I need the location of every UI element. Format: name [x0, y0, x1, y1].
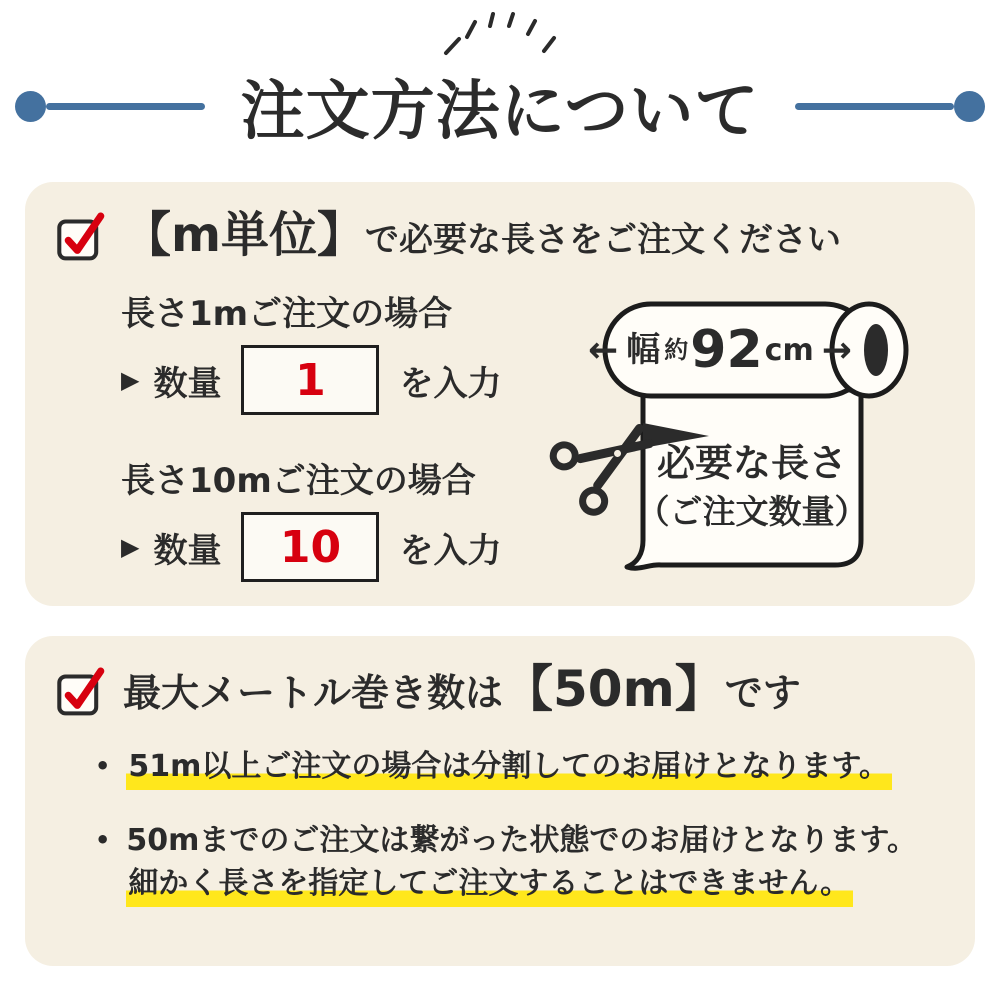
- quantity-value-box: [241, 512, 379, 582]
- quantity-value-box: [241, 345, 379, 415]
- checkbox-icon: [53, 208, 107, 262]
- roll-core-icon: [864, 324, 888, 376]
- triangle-arrow-icon: ▶: [121, 533, 140, 561]
- title-dot-left: [15, 91, 46, 122]
- max-roll-heading: [53, 662, 947, 717]
- quantity-label: 数量: [153, 363, 222, 404]
- order-examples: [53, 286, 513, 582]
- order-unit-heading-text: [123, 206, 842, 263]
- order-unit-body: [53, 286, 947, 598]
- heading-rest: で必要な長さをご注文ください: [365, 219, 842, 260]
- notes-list: [53, 745, 947, 906]
- fabric-roll-illustration: [539, 290, 919, 598]
- title-line-left: [46, 103, 205, 110]
- bullet-icon: •: [95, 825, 111, 854]
- title-dot-right: [954, 91, 985, 122]
- note-continuous-line1: 50mまでのご注文は繋がった状態でのお届けとなります。: [126, 822, 917, 858]
- max-roll-heading-text: [123, 662, 801, 717]
- length-caption-line1: 必要な長さ: [656, 441, 848, 485]
- max-roll-card: [25, 636, 975, 966]
- example-10m: [121, 453, 513, 582]
- title-line-right: [795, 103, 954, 110]
- example-10m-row: [121, 512, 513, 582]
- page-title: 注文方法について: [240, 75, 760, 149]
- triangle-arrow-icon: ▶: [121, 366, 140, 394]
- checkbox-icon: [53, 663, 107, 717]
- length-caption-line2: （ご注文数量）: [636, 492, 868, 531]
- quantity-value: 10: [279, 521, 342, 573]
- example-10m-label: 長さ10mご注文の場合: [121, 461, 476, 501]
- title-rule-right: [795, 91, 985, 122]
- quantity-value: 1: [295, 354, 326, 406]
- heading-emphasis: 【50m】: [503, 660, 725, 718]
- heading-emphasis: 【m単位】: [123, 206, 366, 263]
- note-continuous-line2: 細かく長さを指定してご注文することはできません。: [126, 866, 853, 907]
- example-1m: [121, 286, 513, 415]
- heading-suffix: です: [724, 671, 801, 715]
- note-split-delivery-text: 51m以上ご注文の場合は分割してのお届けとなります。: [126, 749, 892, 790]
- order-unit-card: [25, 182, 975, 606]
- title-row: [0, 60, 1000, 152]
- example-1m-row: [121, 345, 513, 415]
- heading-prefix: 最大メートル巻き数は: [123, 671, 504, 715]
- note-continuous-delivery: [95, 819, 947, 906]
- note-split-delivery: [95, 745, 947, 789]
- quantity-suffix: を入力: [399, 363, 502, 404]
- roll-width-label: ← 幅 約92cm →: [588, 320, 852, 380]
- title-rule-left: [15, 91, 205, 122]
- quantity-suffix: を入力: [399, 530, 502, 571]
- bullet-icon: •: [95, 752, 111, 780]
- quantity-label: 数量: [153, 530, 222, 571]
- order-unit-heading: [53, 208, 947, 262]
- example-1m-label: 長さ1mご注文の場合: [121, 294, 453, 334]
- burst-rays-icon: [440, 12, 560, 60]
